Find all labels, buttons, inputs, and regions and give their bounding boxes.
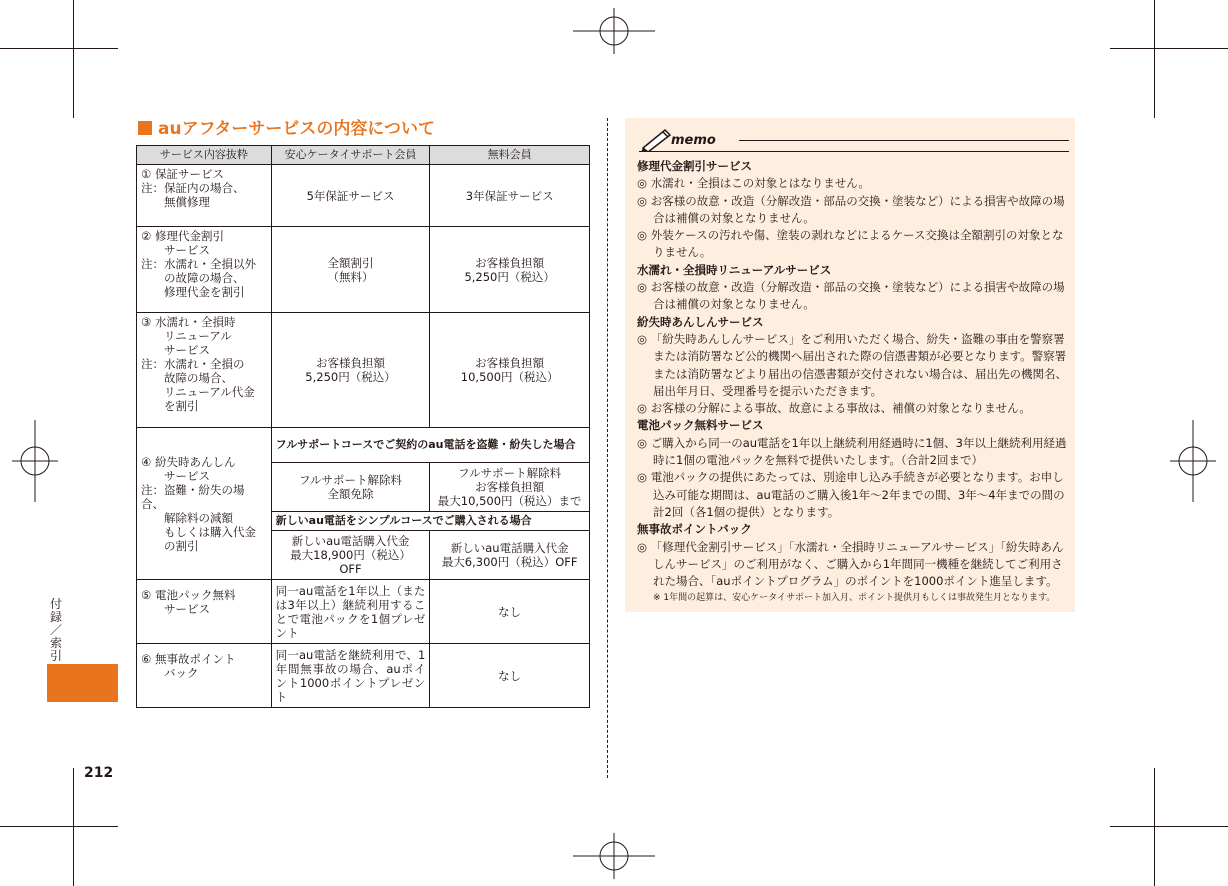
memo-heading: 水濡れ・全損時リニューアルサービス [637, 262, 832, 277]
free-cell: お客様負担額 5,250円（税込） [430, 227, 590, 313]
crop-mark [1110, 48, 1228, 49]
memo-item: ◎ お客様の故意・改造（分解改造・部品の交換・塗装など）による損害や故障の場合は補償の対象となりません。 [637, 193, 1065, 225]
memo-heading: 電池パック無料サービス [637, 418, 764, 433]
memo-item: ◎ 「修理代金割引サービス」「水濡れ・全損時リニューアルサービス」「紛失時あんしんサービス」のご利用がなく、ご購入から1年間同一機種を継続してご利用された場合、「auポイントプログラム」のポイントを1000ポイント進呈します。 [637, 539, 1064, 589]
column-divider [607, 118, 608, 778]
memo-item: ◎ お客様の分解による事故、故意による事故は、補償の対象となりません。 [637, 401, 1031, 416]
crop-mark [73, 0, 74, 118]
pencil-icon [639, 126, 673, 152]
memo-item: ◎ お客様の故意・改造（分解改造・部品の交換・塗装など）による損害や故障の場合は補償の対象となりません。 [637, 280, 1065, 312]
memo-heading: 修理代金割引サービス [637, 159, 752, 173]
section-title [138, 114, 435, 139]
registration-mark-icon [573, 8, 655, 54]
sub-heading: フルサポートコースでご契約のau電話を盗難・紛失した場合 [271, 428, 589, 463]
table-row [137, 227, 590, 313]
table-header-row [137, 146, 590, 165]
section-title-text: auアフターサービスの内容について [158, 119, 436, 139]
service-table [136, 145, 590, 708]
memo-rule [739, 140, 1069, 141]
service-label: ① 保証サービス 注：保証内の場合、 無償修理 [137, 165, 272, 227]
member-cell: 5年保証サービス [271, 165, 430, 227]
page-number: 212 [84, 765, 114, 781]
member-cell: フルサポート解除料 全額免除 [271, 463, 430, 512]
crop-mark [1154, 768, 1155, 886]
sub-heading: 新しいau電話をシンプルコースでご購入される場合 [271, 512, 589, 531]
memo-rule [639, 151, 1069, 152]
member-cell: お客様負担額 5,250円（税込） [271, 313, 430, 428]
crop-mark [73, 768, 74, 886]
side-index-label: 付録／索引 [49, 597, 62, 663]
table-row [137, 644, 590, 708]
table-row [137, 165, 590, 227]
service-label: ③ 水濡れ・全損時 リニューアル サービス 注：水濡れ・全損の 故障の場合、 リニューアル代金 を割引 [137, 313, 272, 428]
table-row [137, 428, 590, 463]
memo-heading: 紛失時あんしんサービス [637, 314, 764, 329]
memo-item: ◎ 外装ケースの汚れや傷、塗装の剥れなどによるケース交換は全額割引の対象となりません。 [637, 228, 1064, 260]
table-header: サービス内容抜粋 [137, 146, 272, 165]
memo-item: ◎ 「紛失時あんしんサービス」をご利用いただく場合、紛失・盗難の事由を警察署または消防署など公的機関へ届出された際の信憑書類が必要となります。警察署または消防署などより届出の信憑書類が交付されない場合は、届出先の機関名、届出年月日、受理番号を提示いただきます。 [637, 331, 1067, 398]
member-cell: 新しいau電話購入代金 最大18,900円（税込） OFF [271, 531, 430, 580]
square-bullet-icon [138, 121, 152, 135]
memo-item: ◎ 水濡れ・全損はこの対象とはなりません。 [637, 176, 870, 191]
registration-mark-icon [1170, 420, 1216, 502]
memo-item: ◎ ご購入から同一のau電話を1年以上継続利用経過時に1個、3年以上継続利用経過時に1個の電池パックを無料で提供いたします。（合計2回まで） [637, 435, 1067, 468]
crop-mark [0, 826, 118, 827]
service-label: ⑤ 電池パック無料 サービス [137, 580, 272, 644]
memo-item: ◎ 電池パックの提供にあたっては、別途申し込み手続きが必要となります。お申し込み可能な期間は、au電話のご購入後1年～2年までの間、3年～4年までの間の計2回（各1個の提供）となります。 [637, 470, 1065, 519]
crop-mark [0, 48, 118, 49]
crop-mark [1154, 0, 1155, 118]
free-cell: お客様負担額 10,500円（税込） [430, 313, 590, 428]
memo-header [639, 126, 1069, 152]
free-cell: 3年保証サービス [430, 165, 590, 227]
table-header: 無料会員 [430, 146, 590, 165]
free-cell: なし [430, 644, 590, 708]
registration-mark-icon [12, 420, 58, 502]
memo-body [637, 158, 1071, 605]
side-index-tab [47, 664, 118, 702]
member-cell: 同一au電話を1年以上（または3年以上）継続利用することで電池パックを1個プレゼント [271, 580, 430, 644]
free-cell: フルサポート解除料 お客様負担額 最大10,500円（税込）まで [430, 463, 590, 512]
service-label: ⑥ 無事故ポイント バック [137, 644, 272, 708]
memo-heading: 無事故ポイントバック [637, 522, 752, 537]
memo-note: ※ 1年間の起算は、安心ケータイサポート加入月、ポイント提供月もしくは事故発生月となります。 [653, 593, 1056, 604]
free-cell: なし [430, 580, 590, 644]
table-row [137, 313, 590, 428]
memo-box [625, 118, 1075, 612]
registration-mark-icon [573, 833, 655, 879]
member-cell: 同一au電話を継続利用で、1年間無事故の場合、auポイント1000ポイントプレゼント [271, 644, 430, 708]
service-label: ② 修理代金割引 サービス 注：水濡れ・全損以外 の故障の場合、 修理代金を割引 [137, 227, 272, 313]
crop-mark [1110, 826, 1228, 827]
table-header: 安心ケータイサポート会員 [271, 146, 430, 165]
member-cell: 全額割引 （無料） [271, 227, 430, 313]
memo-label: memo [671, 133, 716, 148]
service-label: ④ 紛失時あんしん サービス 注：盗難・紛失の場合、 解除料の減額 もしくは購入代金 の割引 [137, 428, 272, 580]
table-row [137, 580, 590, 644]
free-cell: 新しいau電話購入代金 最大6,300円（税込）OFF [430, 531, 590, 580]
